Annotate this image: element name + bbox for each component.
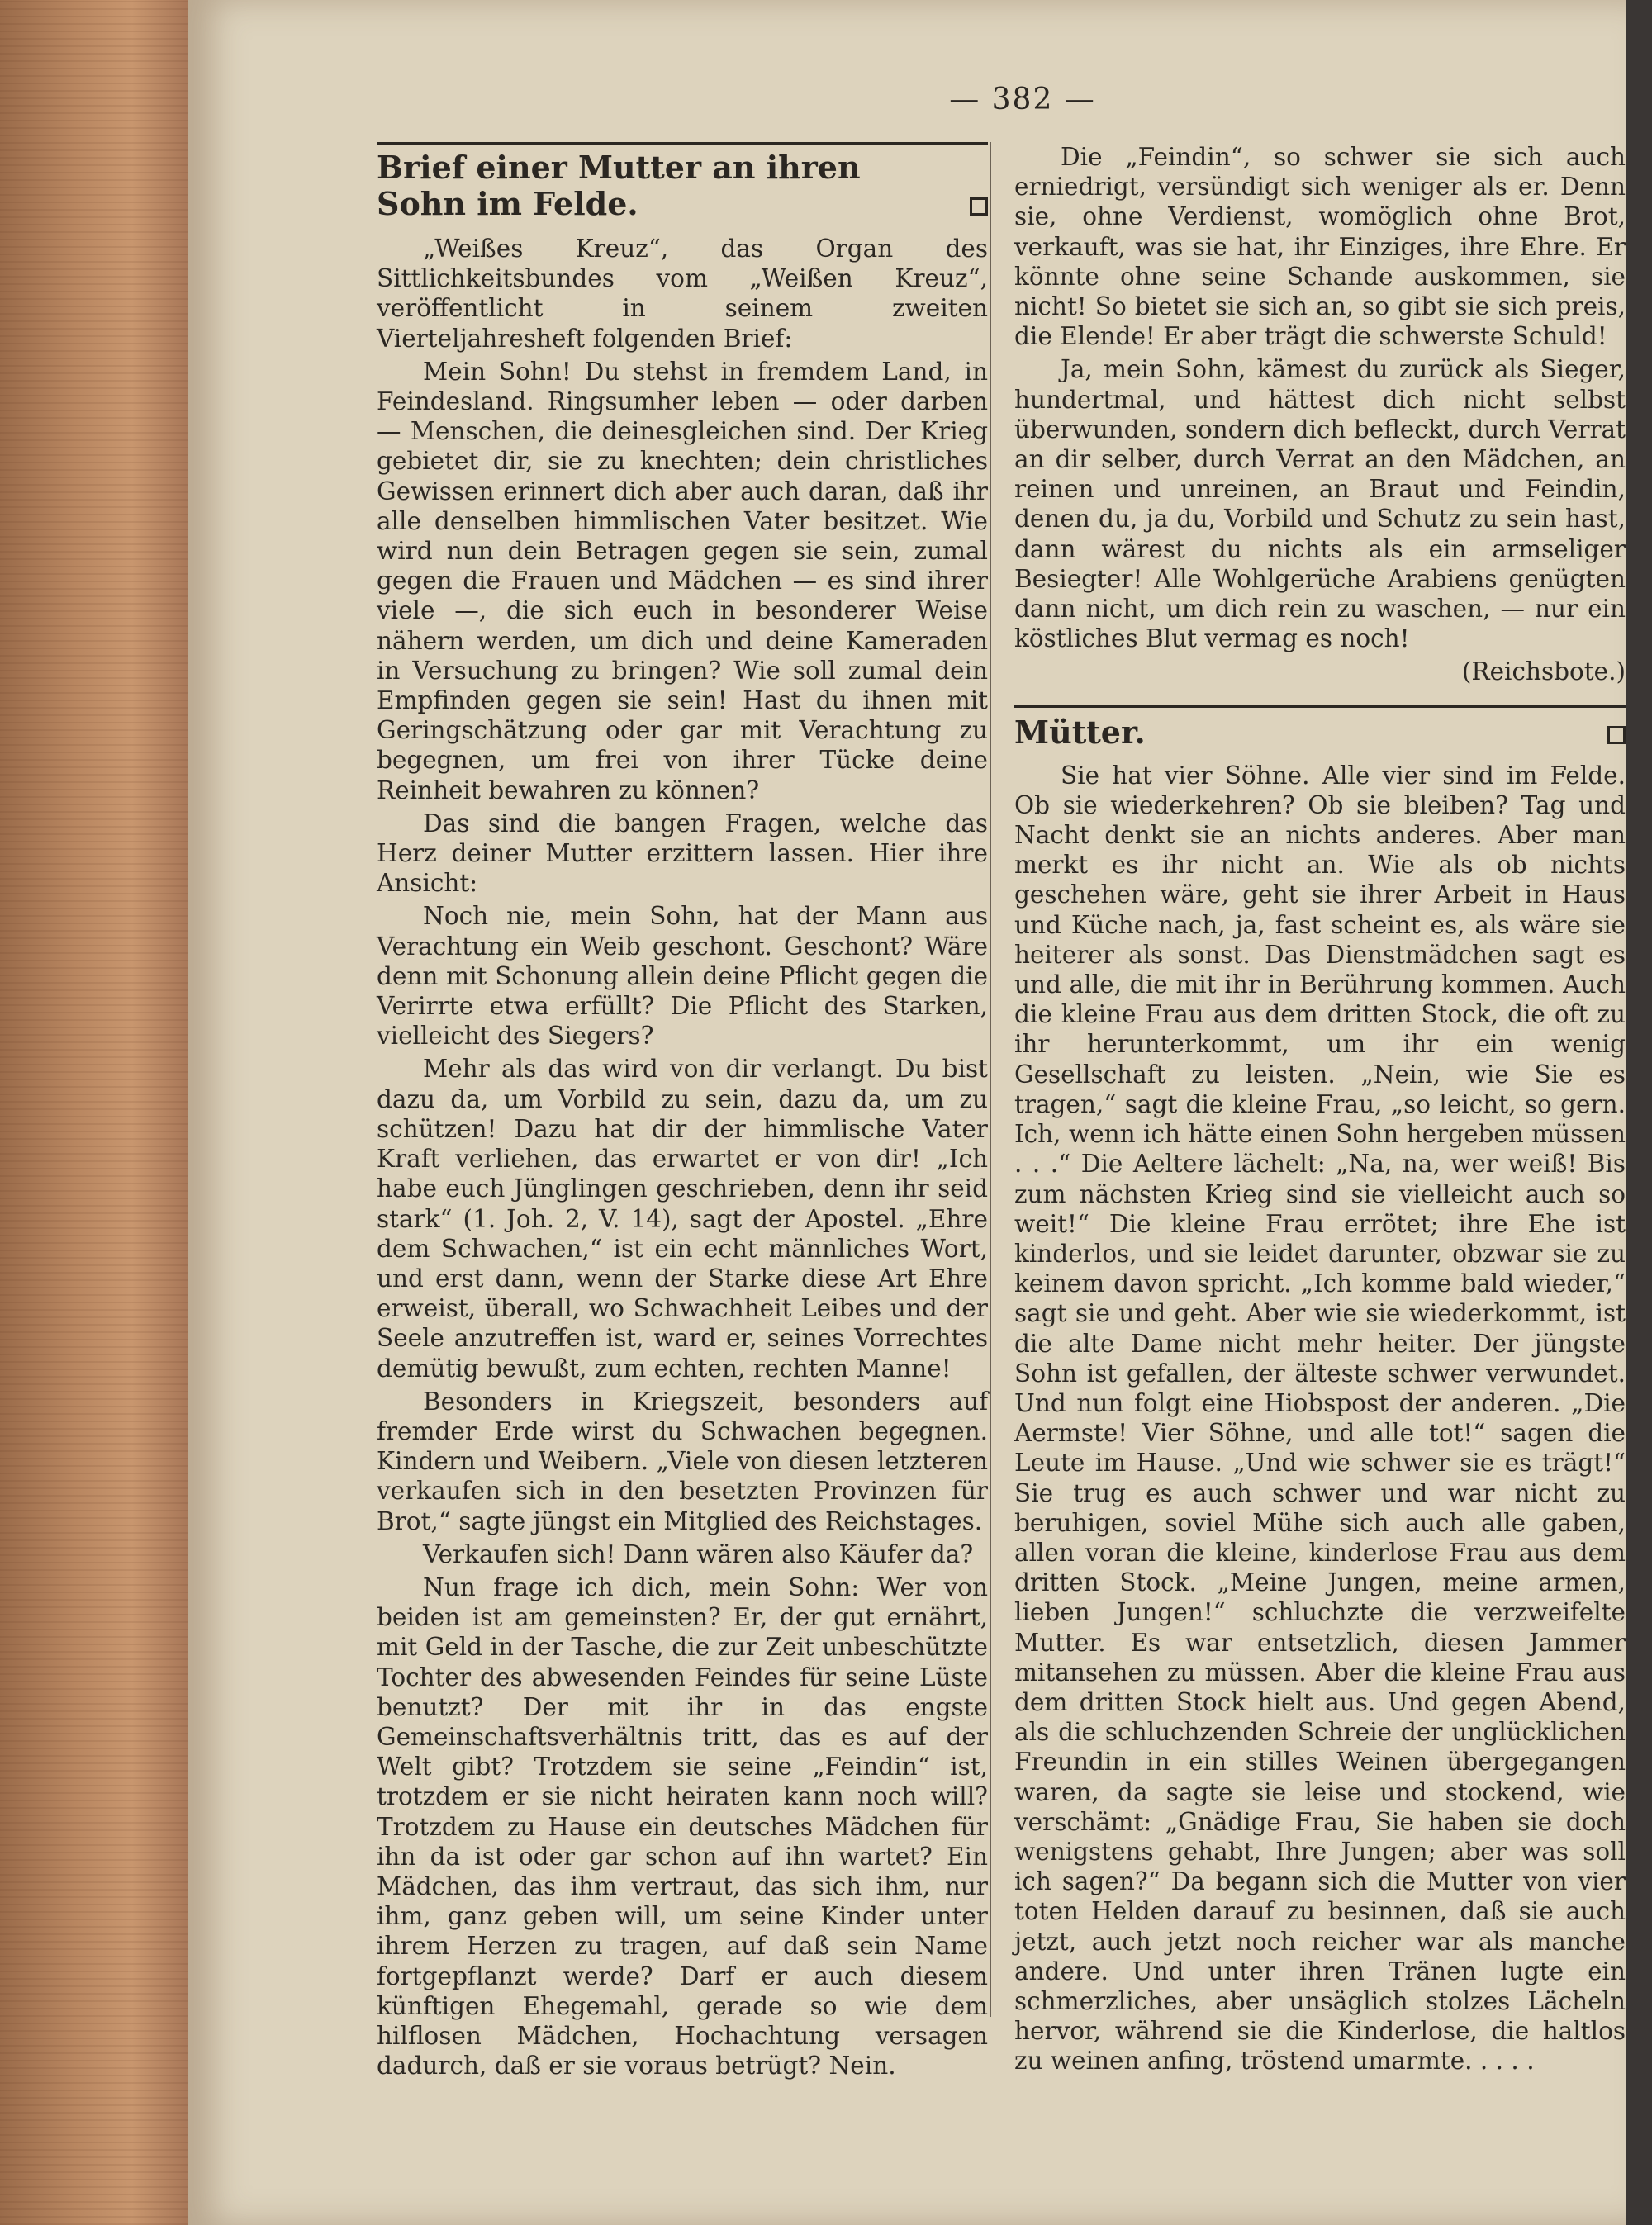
end-mark-icon (1607, 726, 1626, 744)
article-title-text: Brief einer Mutter an ihren Sohn im Felde. (377, 149, 861, 222)
end-mark-icon (970, 197, 988, 216)
article-title-brief (377, 142, 988, 222)
article-title-muetter (1014, 705, 1626, 751)
page-number: — 382 — (949, 83, 1096, 116)
paragraph: Ja, mein Sohn, kämest du zurück als Sieger, hundertmal, und hättest dich nicht selbst überwunden, sondern dich befleckt, durch Verrat an dir selber, durch Verrat an den Mädchen, an reinen und unreinen, an Braut und Feindin, denen du, ja du, Vorbild und Schutz zu sein hast, dann wärest du nichts als ein armseliger Besiegter! Alle Wohlgerüche Arabiens genügten dann nicht, um dich rein zu waschen, — nur ein köstliches Blut vermag es noch! (1014, 355, 1626, 653)
left-column (377, 142, 988, 2084)
right-column (1014, 142, 1626, 2080)
article-title-text: Mütter. (1014, 713, 1146, 751)
paragraph: Noch nie, mein Sohn, hat der Mann aus Verachtung ein Weib geschont. Geschont? Wäre denn mit Schonung allein deine Pflicht gegen die Verirrte etwa erfüllt? Die Pflicht des Starken, vielleicht des Siegers? (377, 902, 988, 1051)
paragraph: Mehr als das wird von dir verlangt. Du bist dazu da, um Vorbild zu sein, dazu da, um zu schützen! Dazu hat dir der himmlische Vater Kraft verliehen, das erwartet er von dir! „Ich habe euch Jünglingen geschrieben, denn ihr seid stark“ (1. Joh. 2, V. 14), sagt der Apostel. „Ehre dem Schwachen,“ ist ein echt männliches Wort, und erst dann, wenn der Starke diese Art Ehre erweist, überall, wo Schwachheit Leibes und der Seele anzutreffen ist, ward er, seines Vorrechtes demütig bewußt, zum echten, rechten Manne! (377, 1055, 988, 1383)
book-page-edges (0, 0, 188, 2225)
paragraph: Sie hat vier Söhne. Alle vier sind im Felde. Ob sie wiederkehren? Ob sie bleiben? Tag und Nacht denkt sie an nichts anderes. Aber man merkt es ihr nicht an. Wie als ob nichts geschehen wäre, geht sie ihrer Arbeit in Haus und Küche nach, ja, fast scheint es, als wäre sie heiterer als sonst. Das Dienstmädchen sagt es und alle, die mit ihr in Berührung kommen. Auch die kleine Frau aus dem dritten Stock, die oft zu ihr herunterkommt, um ihr ein wenig Gesellschaft zu leisten. „Nein, wie Sie es tragen,“ sagt die kleine Frau, „so leicht, so gern. Ich, wenn ich hätte einen Sohn hergeben müssen . . .“ Die Aeltere lächelt: „Na, na, wer weiß! Bis zum nächsten Krieg sind sie vielleicht auch so weit!“ Die kleine Frau errötet; ihre Ehe ist kinderlos, und sie leidet darunter, obzwar sie zu keinem davon spricht. „Ich komme bald wieder,“ sagt sie und geht. Aber wie sie wiederkommt, ist die alte Dame nicht mehr heiter. Der jüngste Sohn ist gefallen, der älteste schwer verwundet. Und nun folgt eine Hiobspost der anderen. „Die Aermste! Vier Söhne, und alle tot!“ sagen die Leute im Hause. „Und wie schwer sie es trägt!“ Sie trug es auch schwer und war nicht zu beruhigen, soviel Mühe sich auch alle gaben, allen voran die kleine, kinderlose Frau aus dem dritten Stock. „Meine Jungen, meine armen, lieben Jungen!“ schluchzte die verzweifelte Mutter. Es war entsetzlich, diesen Jammer mitansehen zu müssen. Aber die kleine Frau aus dem dritten Stock hielt aus. Und gegen Abend, als die schluchzenden Schreie der unglücklichen Freundin in ein stilles Weinen übergegangen waren, da sagte sie leise und stockend, wie verschämt: „Gnädige Frau, Sie haben sie doch wenigstens gehabt, Ihre Jungen; aber was soll ich sagen?“ Da begann sich die Mutter von vier toten Helden darauf zu besinnen, daß sie auch jetzt, auch jetzt noch reicher war als manche andere. Und unter ihren Tränen lugte ein schmerzliches, aber unsäglich stolzes Lächeln hervor, während sie die Kinderlose, die haltlos zu weinen anfing, tröstend umarmte. . . . . (1014, 761, 1626, 2076)
book-page (188, 0, 1626, 2225)
paragraph: „Weißes Kreuz“, das Organ des Sittlichkeitsbundes vom „Weißen Kreuz“, veröffentlicht in seinem zweiten Vierteljahresheft folgenden Brief: (377, 235, 988, 353)
paragraph: Verkaufen sich! Dann wären also Käufer da? (423, 1539, 974, 1568)
paragraph: Nun frage ich dich, mein Sohn: Wer von beiden ist am gemeinsten? Er, der gut ernährt, mit Geld in der Tasche, die zur Zeit unbeschützte Tochter des abwesenden Feindes für seine Lüste benutzt? Der mit ihr in das engste Gemeinschaftsverhältnis tritt, das es auf der Welt gibt? Trotzdem sie seine „Feindin“ ist, trotzdem er sie nicht heiraten kann noch will? Trotzdem zu Hause ein deutsches Mädchen für ihn da ist oder gar schon auf ihn wartet? Ein Mädchen, das ihm vertraut, das sich ihm, nur ihm, ganz geben will, um seine Kinder unter ihrem Herzen zu tragen, auf daß sein Name fortgepflanzt werde? Darf er auch diesem künftigen Ehegemahl, gerade so wie dem hilflosen Mädchen, Hochachtung versagen dadurch, daß er sie voraus betrügt? Nein. (377, 1573, 988, 2080)
paragraph: Mein Sohn! Du stehst in fremdem Land, in Feindesland. Ringsumher leben — oder darben — Menschen, die deinesgleichen sind. Der Krieg gebietet dir, sie zu knechten; dein christliches Gewissen erinnert dich aber auch daran, daß ihr alle denselben himmlischen Vater besitzet. Wie wird nun dein Betragen gegen sie sein, zumal gegen die Frauen und Mädchen — es sind ihrer viele —, die sich euch in besonderer Weise nähern werden, um dich und deine Kameraden in Versuchung zu bringen? Wie soll zumal dein Empfinden gegen sie sein! Hast du ihnen mit Geringschätzung oder gar mit Verachtung zu begegnen, um frei von ihrer Tücke deine Reinheit bewahren zu können? (377, 357, 988, 804)
column-divider (990, 142, 991, 2017)
paragraph: Besonders in Kriegszeit, besonders auf fremder Erde wirst du Schwachen begegnen. Kindern und Weibern. „Viele von diesen letzteren verkaufen sich in den besetzten Provinzen für Brot,“ sagte jüngst ein Mitglied des Reichstages. (377, 1387, 988, 1535)
paragraph: Die „Feindin“, so schwer sie sich auch erniedrigt, versündigt sich weniger als er. Denn sie, ohne Verdienst, womöglich ohne Brot, verkauft, was sie hat, ihr Einziges, ihre Ehre. Er könnte ohne seine Schande auskommen, sie nicht! So bietet sie sich an, so gibt sie sich preis, die Elende! Er aber trägt die schwerste Schuld! (1014, 143, 1626, 351)
paragraph: Das sind die bangen Fragen, welche das Herz deiner Mutter erzittern lassen. Hier ihre Ansicht: (377, 809, 988, 898)
article-source: (Reichsbote.) (1461, 657, 1626, 686)
